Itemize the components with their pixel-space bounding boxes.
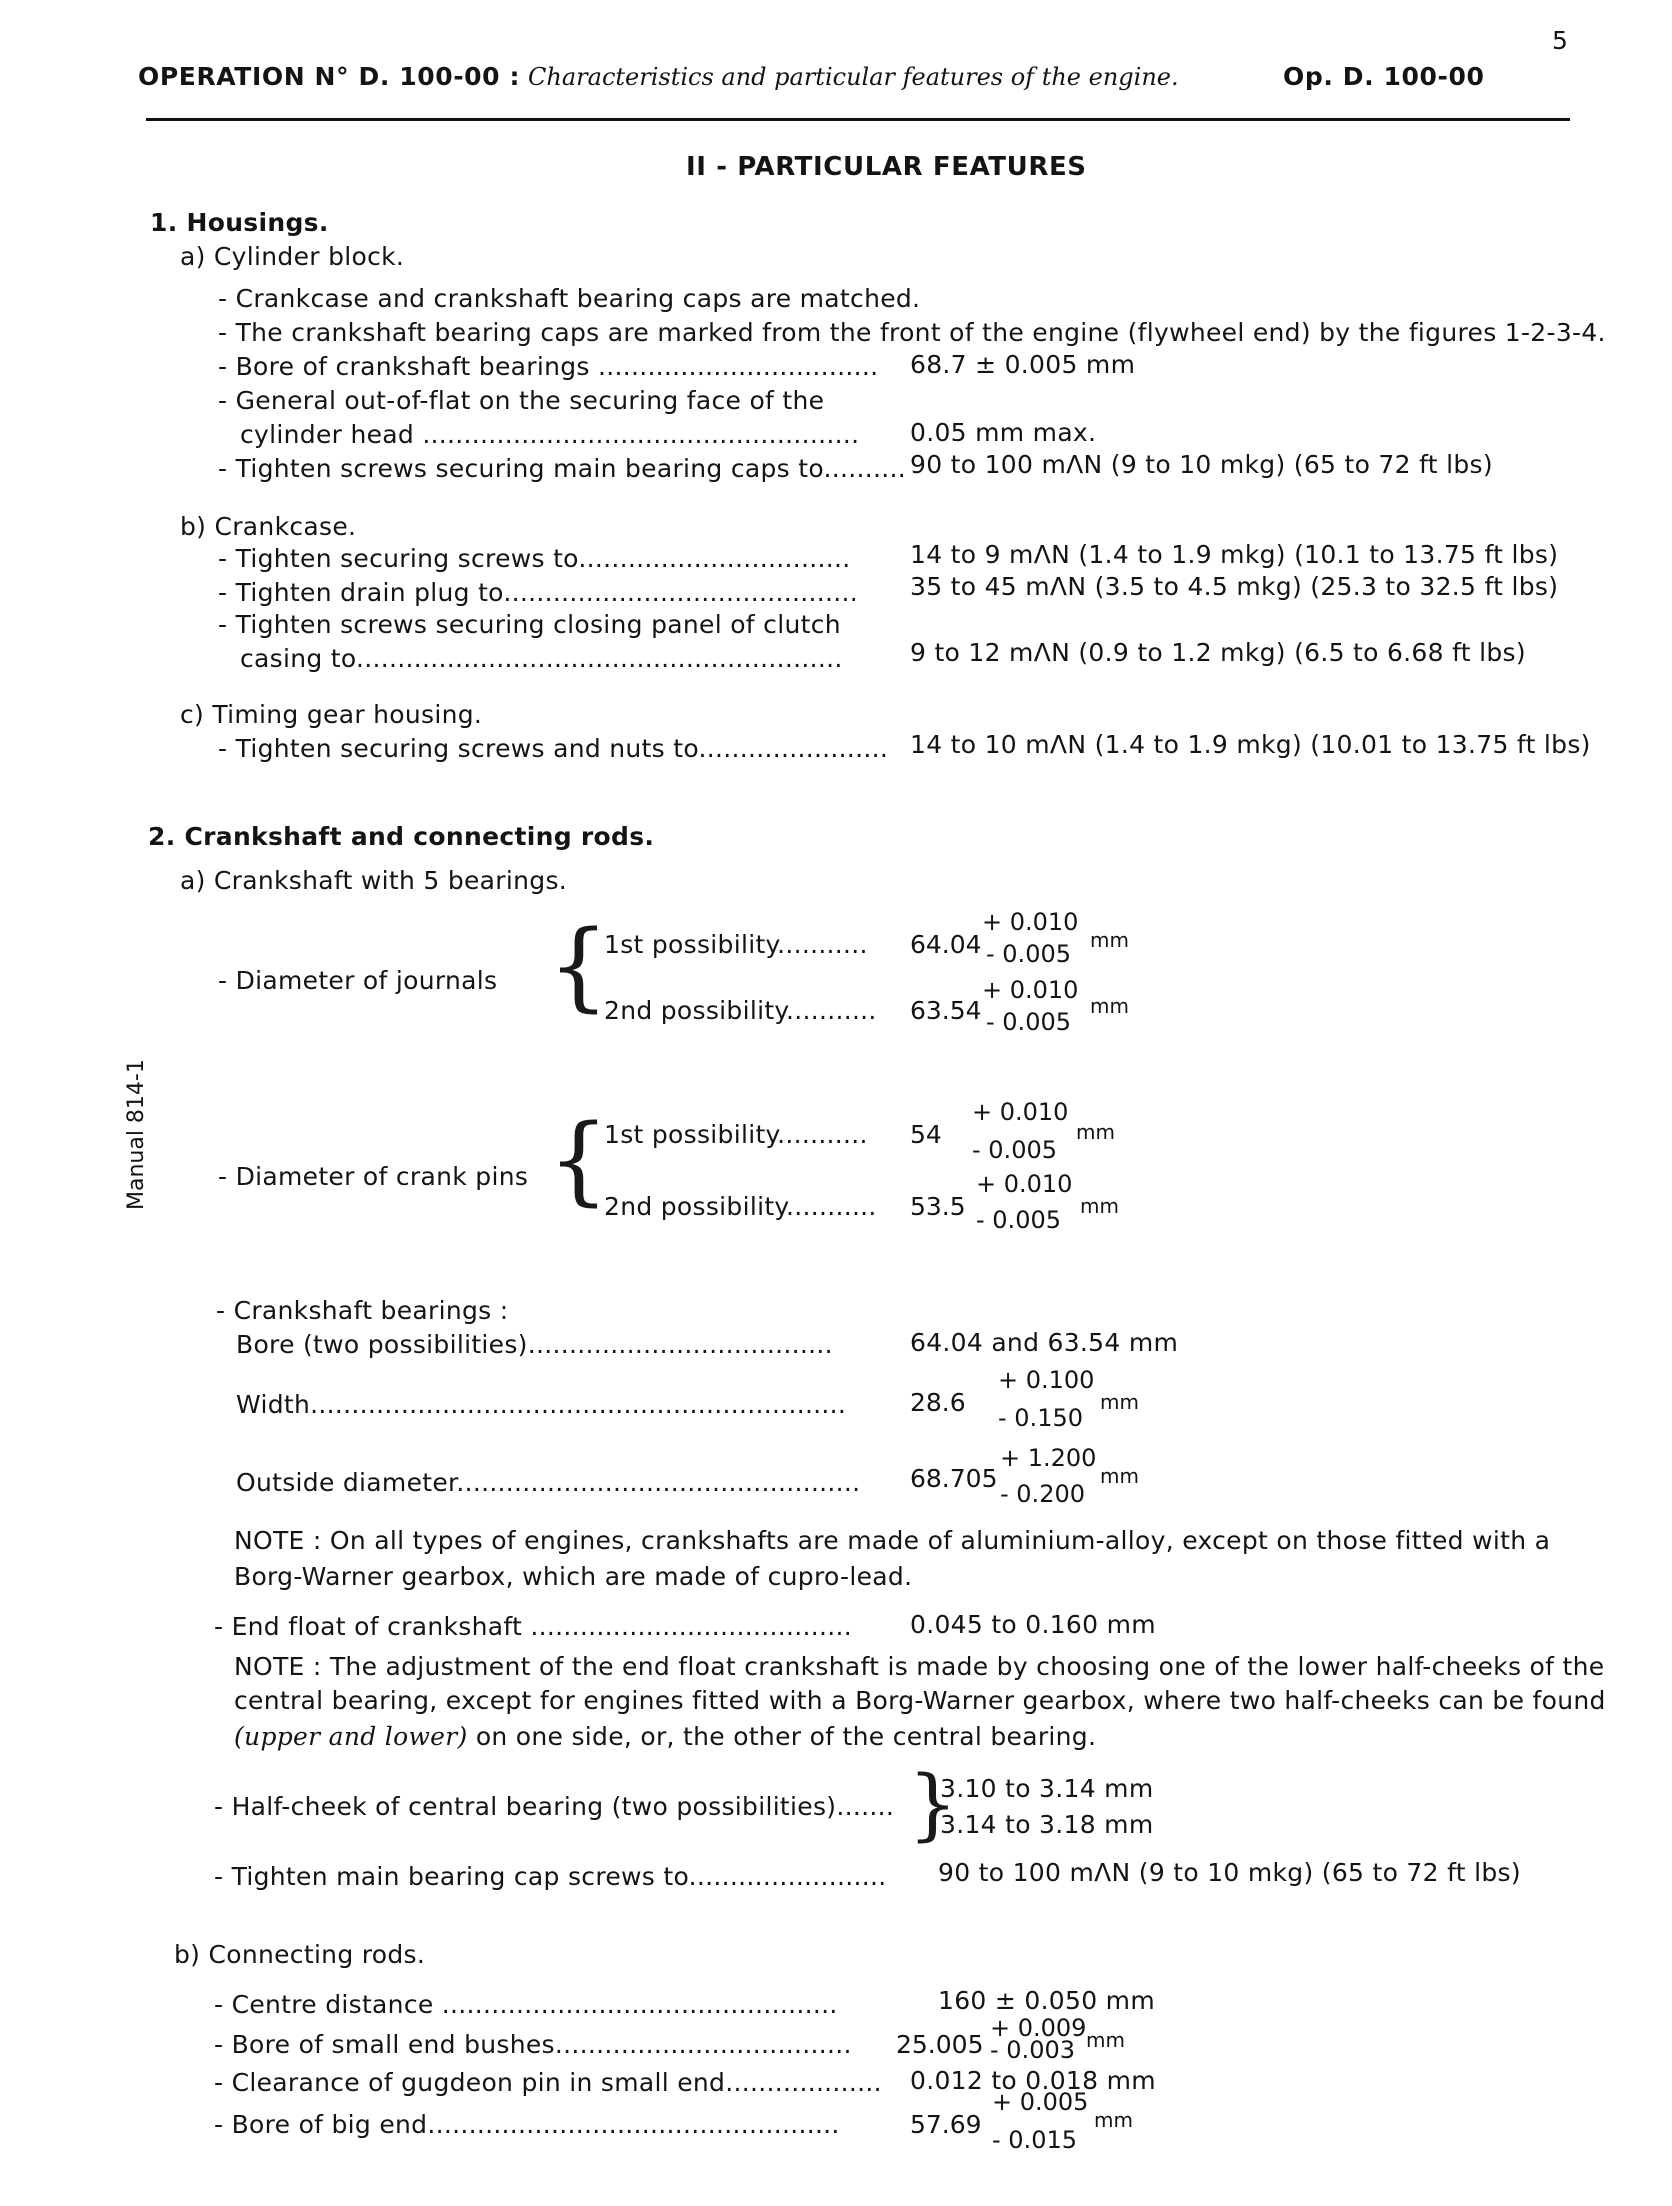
spec-label: Outside diameter................................................. (236, 1468, 861, 1497)
spec-value: 64.04 and 63.54 mm (910, 1328, 1179, 1357)
subsection-1a-heading: a) Cylinder block. (180, 242, 405, 271)
spec-label: - Centre distance ................................................ (214, 1990, 838, 2019)
subsection-1b-heading: b) Crankcase. (180, 512, 357, 541)
unit: mm (1094, 2108, 1133, 2132)
subsection-1c-heading: c) Timing gear housing. (180, 700, 483, 729)
possibility-label: 2nd possibility........... (604, 1192, 877, 1221)
possibility-label: 2nd possibility........... (604, 996, 877, 1025)
spec-label: - Bore of small end bushes.................................... (214, 2030, 852, 2059)
spec-value: 0.045 to 0.160 mm (910, 1610, 1156, 1639)
spec-value: 3.10 to 3.14 mm (940, 1774, 1154, 1803)
spec-label: casing to........................................................... (240, 644, 843, 673)
note-line: Borg-Warner gearbox, which are made of cupro-lead. (234, 1562, 913, 1591)
spec-label: - Tighten screws securing closing panel of clutch (218, 610, 841, 639)
text-line: - The crankshaft bearing caps are marked from the front of the engine (flywheel end) by the figures 1-2-3-4. (218, 318, 1606, 347)
possibility-label: 1st possibility........... (604, 930, 868, 959)
spec-value: 0.05 mm max. (910, 418, 1097, 447)
tolerance-minus: - 0.015 (992, 2126, 1077, 2154)
tolerance-minus: - 0.005 (972, 1136, 1057, 1164)
spec-label: - Tighten main bearing cap screws to........................ (214, 1862, 887, 1891)
spec-label: - End float of crankshaft ....................................... (214, 1612, 852, 1641)
spec-label: - Tighten screws securing main bearing caps to.......... (218, 454, 906, 483)
tolerance-minus: - 0.005 (976, 1206, 1061, 1234)
text-line: - Crankcase and crankshaft bearing caps are matched. (218, 284, 921, 313)
note-text: on one side, or, the other of the central bearing. (475, 1722, 1097, 1751)
section-title: II - PARTICULAR FEATURES (686, 152, 1087, 182)
spec-value: 3.14 to 3.18 mm (940, 1810, 1154, 1839)
note-line: NOTE : On all types of engines, crankshafts are made of aluminium-alloy, except on those fitted with a (234, 1526, 1551, 1555)
unit: mm (1090, 928, 1129, 952)
side-manual-label: Manual 814-1 (124, 1059, 149, 1210)
unit: mm (1090, 994, 1129, 1018)
spec-label: - Tighten securing screws to................................. (218, 544, 851, 573)
spec-value: 68.705 (910, 1464, 998, 1493)
operation-number: OPERATION N° D. 100-00 : (138, 62, 521, 91)
spec-value: 25.005 (896, 2030, 984, 2059)
subsection-2a-heading: a) Crankshaft with 5 bearings. (180, 866, 568, 895)
operation-reference: Op. D. 100-00 (1283, 62, 1485, 91)
spec-label: - Half-cheek of central bearing (two possibilities)....... (214, 1792, 895, 1821)
tolerance-minus: - 0.003 (990, 2036, 1075, 2064)
unit: mm (1086, 2028, 1125, 2052)
tolerance-plus: + 0.010 (976, 1170, 1073, 1198)
brace-icon: { (548, 1104, 610, 1216)
unit: mm (1076, 1120, 1115, 1144)
tolerance-plus: + 1.200 (1000, 1444, 1097, 1472)
spec-value: 35 to 45 mΛN (3.5 to 4.5 mkg) (25.3 to 32.5 ft lbs) (910, 572, 1559, 601)
header-rule (146, 118, 1570, 121)
tolerance-minus: - 0.005 (986, 940, 1071, 968)
spec-label: - Diameter of journals (218, 966, 498, 995)
spec-label: - Diameter of crank pins (218, 1162, 529, 1191)
note-line: NOTE : The adjustment of the end float crankshaft is made by choosing one of the lower half-cheeks of the (234, 1652, 1605, 1681)
spec-value: 160 ± 0.050 mm (938, 1986, 1155, 2015)
spec-value: 14 to 9 mΛN (1.4 to 1.9 mkg) (10.1 to 13.75 ft lbs) (910, 540, 1559, 569)
spec-value: 64.04 (910, 930, 982, 959)
spec-label: Bore (two possibilities)..................................... (236, 1330, 833, 1359)
spec-label: - Bore of big end.................................................. (214, 2110, 840, 2139)
spec-label: - General out-of-flat on the securing face of the (218, 386, 825, 415)
subsection-2b-heading: b) Connecting rods. (174, 1940, 426, 1969)
brace-icon: { (548, 910, 610, 1022)
spec-label: - Tighten drain plug to........................................... (218, 578, 858, 607)
section-2-title: 2. Crankshaft and connecting rods. (148, 822, 655, 851)
note-line: central bearing, except for engines fitted with a Borg-Warner gearbox, where two half-cheeks can be found (234, 1686, 1606, 1715)
tolerance-plus: + 0.005 (992, 2088, 1089, 2116)
note-italic: (upper and lower) (234, 1722, 468, 1751)
tolerance-plus: + 0.010 (982, 976, 1079, 1004)
possibility-label: 1st possibility........... (604, 1120, 868, 1149)
spec-value: 90 to 100 mΛN (9 to 10 mkg) (65 to 72 ft lbs) (910, 450, 1493, 479)
spec-value: 90 to 100 mΛN (9 to 10 mkg) (65 to 72 ft lbs) (938, 1858, 1521, 1887)
spec-value: 28.6 (910, 1388, 966, 1417)
section-1-title: 1. Housings. (150, 208, 329, 237)
spec-label: - Bore of crankshaft bearings .................................. (218, 352, 879, 381)
spec-value: 9 to 12 mΛN (0.9 to 1.2 mkg) (6.5 to 6.68 ft lbs) (910, 638, 1526, 667)
tolerance-minus: - 0.150 (998, 1404, 1083, 1432)
brace-icon: } (908, 1760, 958, 1850)
operation-description: Characteristics and particular features of the engine. (528, 63, 1179, 91)
tolerance-minus: - 0.200 (1000, 1480, 1085, 1508)
note-line (234, 1722, 1096, 1751)
page-header (138, 62, 1179, 91)
unit: mm (1100, 1464, 1139, 1488)
tolerance-plus: + 0.010 (972, 1098, 1069, 1126)
tolerance-plus: + 0.010 (982, 908, 1079, 936)
spec-label: Width................................................................. (236, 1390, 847, 1419)
page-number: 5 (1552, 26, 1569, 55)
spec-value: 53.5 (910, 1192, 966, 1221)
spec-value: 57.69 (910, 2110, 982, 2139)
spec-label: - Crankshaft bearings : (216, 1296, 509, 1325)
spec-value: 14 to 10 mΛN (1.4 to 1.9 mkg) (10.01 to 13.75 ft lbs) (910, 730, 1591, 759)
tolerance-plus: + 0.100 (998, 1366, 1095, 1394)
tolerance-plus: + 0.009 (990, 2014, 1087, 2042)
spec-label: - Tighten securing screws and nuts to....................... (218, 734, 889, 763)
spec-label: - Clearance of gugdeon pin in small end................... (214, 2068, 882, 2097)
tolerance-minus: - 0.005 (986, 1008, 1071, 1036)
spec-value: 54 (910, 1120, 942, 1149)
spec-value: 0.012 to 0.018 mm (910, 2066, 1156, 2095)
spec-value: 63.54 (910, 996, 982, 1025)
unit: mm (1080, 1194, 1119, 1218)
spec-value: 68.7 ± 0.005 mm (910, 350, 1136, 379)
spec-label: cylinder head ..................................................... (240, 420, 860, 449)
unit: mm (1100, 1390, 1139, 1414)
